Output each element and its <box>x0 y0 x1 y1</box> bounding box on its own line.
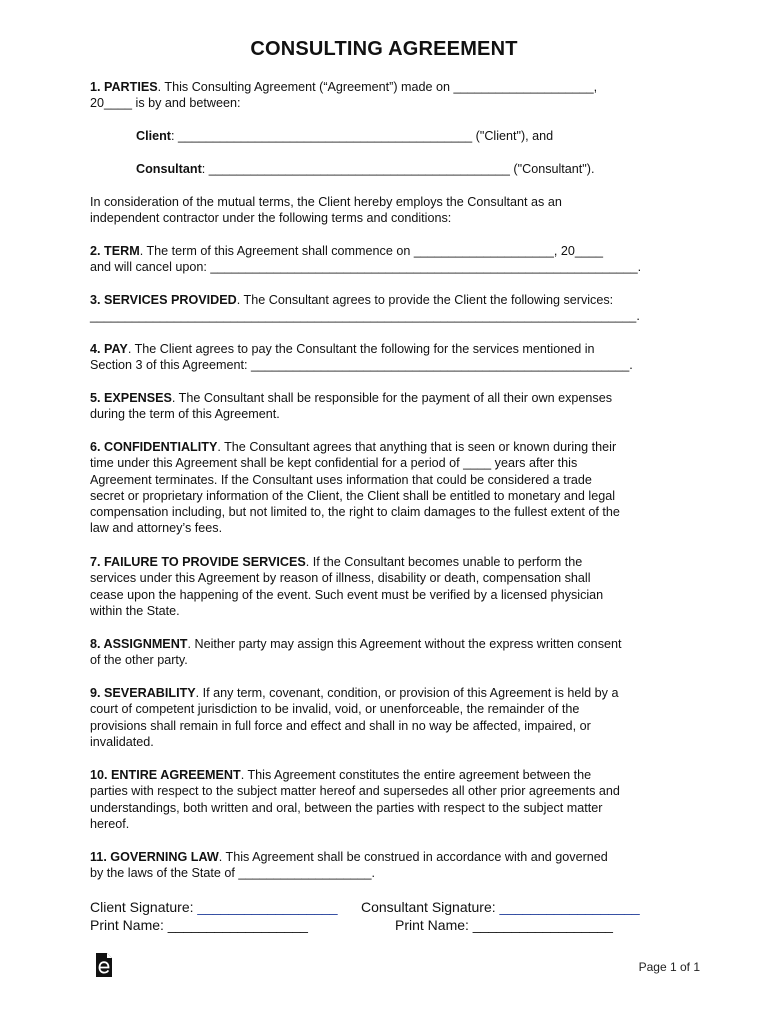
confidentiality-line-3: Agreement terminates. If the Consultant uses information that could be considered a trade <box>90 472 592 487</box>
section-governing-law <box>90 849 686 882</box>
client-signature-field[interactable]: __________________ <box>197 899 338 915</box>
failure-line-2: services under this Agreement by reason of illness, disability or death, compensation shall <box>90 571 591 586</box>
client-blank: : __________________________________________ ("Client"), and <box>170 129 554 143</box>
section-pay <box>90 341 686 374</box>
consultant-signature-label: Consultant Signature: <box>361 899 500 915</box>
section-consideration <box>90 194 686 227</box>
consultant-signature-field[interactable]: __________________ <box>499 899 640 915</box>
term-line-2: and will cancel upon: _____________________________________________________________. <box>90 260 642 275</box>
services-line-2: ______________________________________________________________________________. <box>90 309 640 324</box>
pay-heading: 4. PAY <box>90 342 128 356</box>
parties-heading: 1. PARTIES <box>90 80 158 94</box>
services-line-1: . The Consultant agrees to provide the Client the following services: <box>236 293 614 307</box>
entire-line-3: understandings, both written and oral, between the parties with respect to the subject matter <box>90 800 603 815</box>
governing-line-1: . This Agreement shall be construed in accordance with and governed <box>218 850 608 864</box>
section-services <box>90 292 686 325</box>
entire-line-1: . This Agreement constitutes the entire agreement between the <box>240 768 592 782</box>
assignment-heading: 8. ASSIGNMENT <box>90 637 188 651</box>
consultant-print-name[interactable]: Print Name: __________________ <box>395 917 613 933</box>
confidentiality-line-4: secret or proprietary information of the Client, the Client shall be entitled to monetary and legal <box>90 488 616 503</box>
entire-line-2: parties with respect to the subject matter hereof and supersedes all other prior agreements and <box>90 784 620 799</box>
governing-line-2: by the laws of the State of ___________________. <box>90 866 375 881</box>
consultant-blank: : ___________________________________________ ("Consultant"). <box>201 162 595 176</box>
client-signature-label: Client Signature: <box>90 899 198 915</box>
assignment-line-1: . Neither party may assign this Agreement without the express written consent <box>187 637 622 651</box>
failure-line-4: within the State. <box>90 603 180 618</box>
governing-heading: 11. GOVERNING LAW <box>90 850 219 864</box>
confidentiality-line-2: time under this Agreement shall be kept confidential for a period of ____ years after this <box>90 456 578 471</box>
consideration-line-1: In consideration of the mutual terms, the Client hereby employs the Consultant as an <box>90 195 562 209</box>
section-assignment <box>90 636 686 669</box>
confidentiality-line-1: . The Consultant agrees that anything that is seen or known during their <box>217 440 617 454</box>
failure-line-1: . If the Consultant becomes unable to perform the <box>305 555 583 569</box>
section-failure <box>90 554 686 619</box>
consideration-line-2: independent contractor under the following terms and conditions: <box>90 211 452 226</box>
term-line-1: . The term of this Agreement shall commence on ____________________, 20____ <box>139 244 603 258</box>
failure-line-3: cease upon the happening of the event. Such event must be verified by a licensed physician <box>90 587 604 602</box>
severability-heading: 9. SEVERABILITY <box>90 686 196 700</box>
confidentiality-heading: 6. CONFIDENTIALITY <box>90 440 218 454</box>
confidentiality-line-5: compensation including, but not limited to, the right to claim damages to the fullest extent of the <box>90 505 620 520</box>
section-entire-agreement <box>90 767 686 832</box>
parties-text-1: . This Consulting Agreement (“Agreement”) made on ____________________, <box>157 80 598 94</box>
failure-heading: 7. FAILURE TO PROVIDE SERVICES <box>90 555 306 569</box>
consultant-label: Consultant <box>136 162 202 176</box>
section-term <box>90 243 686 276</box>
client-line <box>136 128 553 144</box>
section-confidentiality <box>90 439 686 537</box>
page-number: Page 1 of 1 <box>638 960 700 974</box>
client-signature-row <box>90 898 338 916</box>
severability-line-4: invalidated. <box>90 734 154 749</box>
expenses-line-2: during the term of this Agreement. <box>90 407 280 422</box>
expenses-line-1: . The Consultant shall be responsible for the payment of all their own expenses <box>171 391 613 405</box>
consultant-line <box>136 161 594 177</box>
term-heading: 2. TERM <box>90 244 140 258</box>
pay-line-2: Section 3 of this Agreement: ______________________________________________________. <box>90 358 633 373</box>
section-severability <box>90 685 686 750</box>
expenses-heading: 5. EXPENSES <box>90 391 172 405</box>
confidentiality-line-6: law and attorney’s fees. <box>90 521 223 536</box>
pay-line-1: . The Client agrees to pay the Consultant the following for the services mentioned in <box>127 342 595 356</box>
severability-line-2: court of competent jurisdiction to be invalid, void, or unenforceable, the remainder of the <box>90 702 580 717</box>
client-print-name[interactable]: Print Name: __________________ <box>90 917 308 933</box>
services-heading: 3. SERVICES PROVIDED <box>90 293 237 307</box>
eforms-logo-icon <box>94 951 114 979</box>
client-label: Client <box>136 129 171 143</box>
entire-heading: 10. ENTIRE AGREEMENT <box>90 768 241 782</box>
section-expenses <box>90 390 686 423</box>
document-title: CONSULTING AGREEMENT <box>250 38 518 60</box>
severability-line-1: . If any term, covenant, condition, or provision of this Agreement is held by a <box>195 686 619 700</box>
assignment-line-2: of the other party. <box>90 653 188 668</box>
severability-line-3: provisions shall remain in full force and effect and shall in no way be affected, impaired, or <box>90 718 591 733</box>
entire-line-4: hereof. <box>90 816 130 831</box>
parties-text-2: 20____ is by and between: <box>90 96 241 111</box>
section-parties <box>90 79 686 112</box>
consultant-signature-row <box>361 898 640 916</box>
